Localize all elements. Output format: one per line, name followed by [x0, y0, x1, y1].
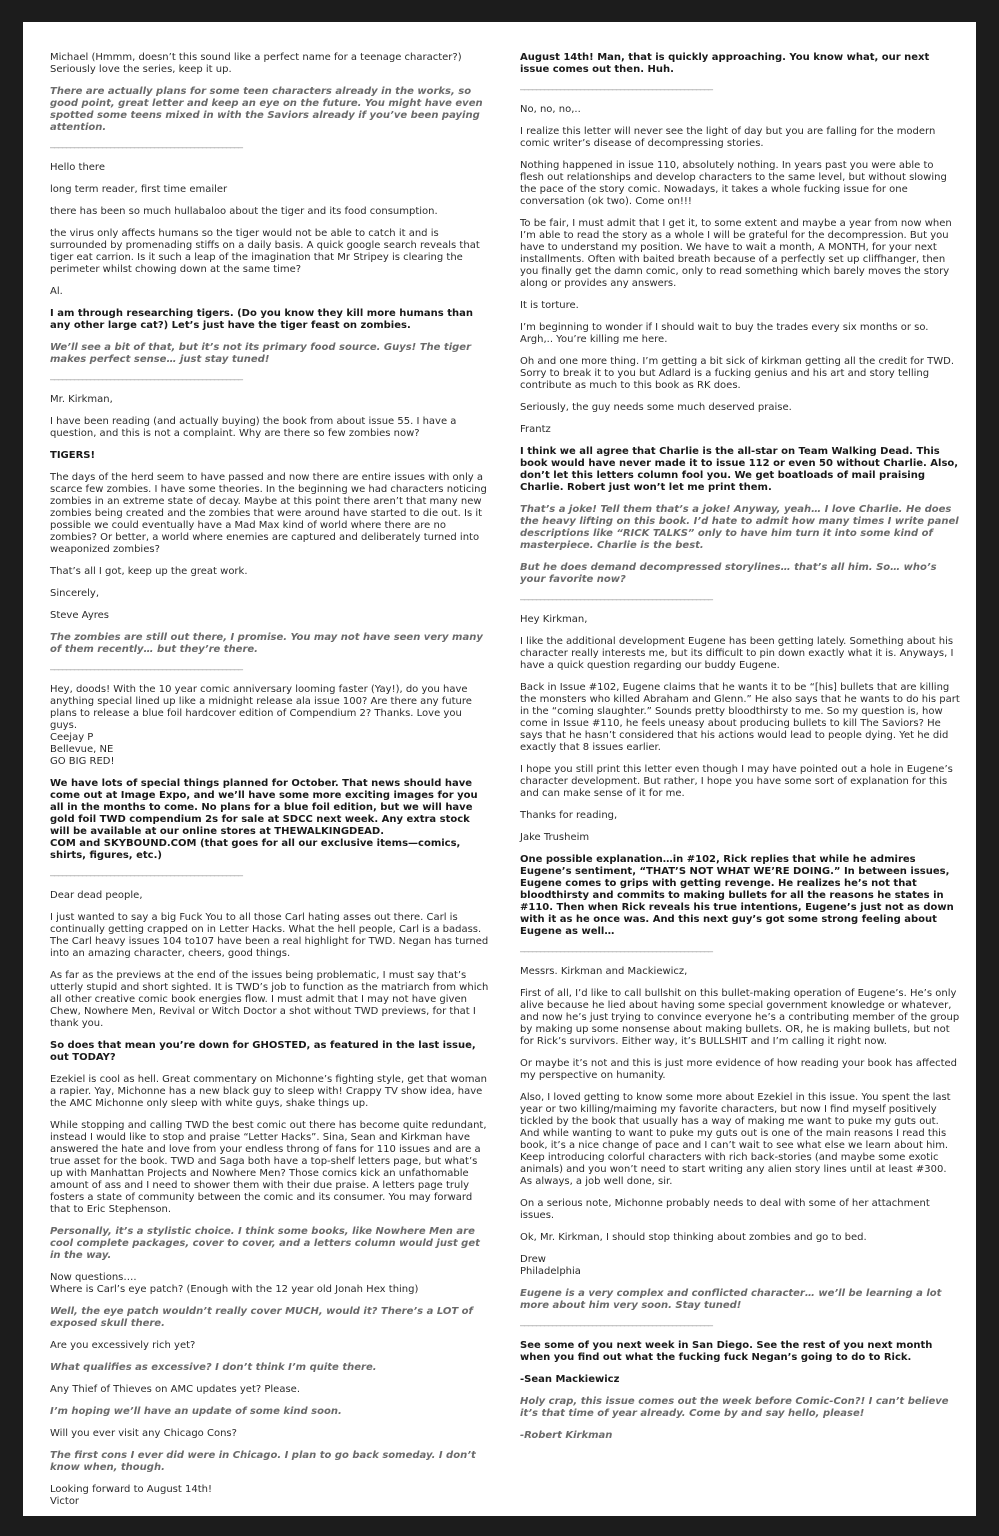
editor-reply-italic: Holy crap, this issue comes out the week before Comic-Con?! I can’t believe it’s that time of year already. Come by and say hello, please! [520, 1396, 949, 1419]
letter-paragraph: there has been so much hullabaloo about the tiger and its food consumption. [50, 206, 438, 217]
letter-paragraph: Mr. Kirkman, [50, 394, 113, 405]
editor-reply-italic: Well, the eye patch wouldn’t really cover MUCH, would it? There’s a LOT of exposed skull there. [50, 1306, 473, 1329]
letter-paragraph: First of all, I’d like to call bullshit on this bullet-making operation of Eugene’s. He’s only alive because he lied about having some special government knowledge or whatever, and now he’s just trying to convince everyone he’s a contributing member of the group by making up some nonsense about making bullets. OR, he is making bullets, but not for Rick’s survivors. Either way, it’s BULLSHIT and I’m calling it right now. [520, 988, 960, 1047]
editor-reply-bold: August 14th! Man, that is quickly approaching. You know what, our next issue comes out then. Huh. [520, 52, 930, 75]
editor-reply-italic: The zombies are still out there, I promise. You may not have seen very many of them recently… but they’re there. [50, 632, 483, 655]
letter-paragraph: Jake Trusheim [520, 832, 590, 843]
letter-paragraph: I hope you still print this letter even though I may have pointed out a hole in Eugene’s character development. But rather, I hope you have some sort of explanation for this and can make sense of it for me. [520, 764, 953, 799]
editor-reply-italic: The first cons I ever did were in Chicago. I plan to go back someday. I don’t know when, though. [50, 1450, 476, 1473]
letter-paragraph: I have been reading (and actually buying) the book from about issue 55. I have a question, and this is not a complaint. Why are there so few zombies now? [50, 416, 457, 439]
letter-paragraph: Drew Philadelphia [520, 1254, 581, 1277]
letter-paragraph: Hello there [50, 162, 105, 173]
letter-paragraph: The days of the herd seem to have passed and now there are entire issues with only a scarce few zombies. I have some theories. In the beginning we had characters noticing zombies in an extreme state of decay. Maybe at this point there aren’t that many new zombies being created and the zombies that were around have started to die out. Is it possible we could eventually have a Mad Max kind of world where there are no zombies? Or better, a world where enemies are captured and deliberately turned into weaponized zombies? [50, 472, 487, 555]
editor-reply-italic: But he does demand decompressed storylines… that’s all him. So… who’s your favorite now? [520, 562, 937, 585]
letter-paragraph: Seriously, the guy needs some much deserved praise. [520, 402, 792, 413]
divider-rule: ________________________________________________ [520, 942, 712, 953]
letter-paragraph: Nothing happened in issue 110, absolutely nothing. In years past you were able to flesh out relationships and develop characters to the same level, but without slowing the pace of the story comic. Nowadays, it takes a whole fucking issue for one conversation (ok two). Come on!!! [520, 160, 947, 207]
letter-paragraph: That’s all I got, keep up the great work. [50, 566, 248, 577]
letter-paragraph: Oh and one more thing. I’m getting a bit sick of kirkman getting all the credit for TWD. Sorry to break it to you but Adlard is a fucking genius and his art and story telling contribute as much to this book as RK does. [520, 356, 955, 391]
editor-reply-italic: There are actually plans for some teen characters already in the works, so good point, great letter and keep an eye on the future. You might have even spotted some teens mixed in with the Saviors already if you’ve been paying attention. [50, 86, 483, 133]
divider-rule: ________________________________________________ [50, 866, 242, 877]
letter-paragraph: I like the additional development Eugene has been getting lately. Something about his character really interests me, but its difficult to pin down exactly what it is. Anyways, I have a quick question regarding our buddy Eugene. [520, 636, 954, 671]
divider-rule: ________________________________________________ [50, 138, 242, 149]
letter-paragraph: Looking forward to August 14th! Victor [50, 1484, 212, 1507]
divider-rule: ________________________________________________ [520, 80, 712, 91]
letter-paragraph: the virus only affects humans so the tiger would not be able to catch it and is surrounded by promenading stiffs on a daily basis. A quick google search reveals that tiger eat carrion. Is it such a leap of the imagination that Mr Stripey is clearing the perimeter whilst chowing down at the same time? [50, 228, 480, 275]
editor-reply-bold: I think we all agree that Charlie is the all-star on Team Walking Dead. This book would have never made it to issue 112 or even 50 without Charlie. Also, don’t let this letters column fool you. We get boatloads of mail praising Charlie. Robert just won’t let me print them. [520, 446, 959, 493]
editor-reply-bold: So does that mean you’re down for GHOSTED, as featured in the last issue, out TODAY? [50, 1040, 476, 1063]
editor-reply-bold: One possible explanation…in #102, Rick replies that while he admires Eugene’s sentiment, “THAT’S NOT WHAT WE’RE DOING.” In between issues, Eugene comes to grips with getting revenge. He realizes he’s not that bloodthirsty and commits to making bullets for all the reasons he states in #110. Then when Rick reveals his true intentions, Eugene’s just not as down with it as he once was. And this next guy’s got some strong feeling about Eugene as well… [520, 854, 954, 937]
letter-paragraph: Are you excessively rich yet? [50, 1340, 196, 1351]
editor-reply-italic: We’ll see a bit of that, but it’s not its primary food source. Guys! The tiger makes perfect sense… just stay tuned! [50, 342, 472, 365]
letter-paragraph: Back in Issue #102, Eugene claims that he wants it to be “[his] bullets that are killing the monsters who killed Abraham and Glenn.” He also says that he wants to do his part in the “coming slaughter.” Sounds pretty bloodthirsty to me. So my question is, how come in Issue #110, he feels uneasy about producing bullets to kill The Saviors? He says that he hasn’t considered that his actions would lead to people dying. Yet he did exactly that 8 issues earlier. [520, 682, 960, 753]
letter-paragraph: I just wanted to say a big Fuck You to all those Carl hating asses out there. Carl is continually getting crapped on in Letter Hacks. What the hell people, Carl is a badass. The Carl heavy issues 104 to107 have been a real highlight for TWD. Negan has turned into an amazing character, cheers, good things. [50, 912, 489, 959]
editor-reply-bold: We have lots of special things planned for October. That news should have come out at Image Expo, and we’ll have some more exciting images for you all in the months to come. No plans for a blue foil edition, but we will have gold foil TWD compendium 2s for sale at SDCC next week. Any extra stock will be available at our online stores at THEWALKINGDEAD. COM and SKYBOUND.COM (that goes for all our exclusive items—comics, shirts, figures, etc.) [50, 778, 478, 861]
letter-paragraph: To be fair, I must admit that I get it, to some extent and maybe a year from now when I’m able to read the story as a whole I will be grateful for the decompression. But you have to understand my position. We have to wait a month, A MONTH, for your next installments. Often with baited breath because of a perfectly set up cliffhanger, then you finally get the damn comic, only to read something which barely moves the story along or provides any answers. [520, 218, 952, 289]
editor-reply-italic: Eugene is a very complex and conflicted character… we’ll be learning a lot more about him very soon. Stay tuned! [520, 1288, 942, 1311]
letter-paragraph: Sincerely, [50, 588, 100, 599]
divider-rule: ________________________________________________ [520, 1316, 712, 1327]
letter-paragraph: Ezekiel is cool as hell. Great commentary on Michonne’s fighting style, get that woman a rapier. Yay, Michonne has a new black guy to sleep with! Crappy TV show idea, have the AMC Michonne only sleep with white guys, shake things up. [50, 1074, 487, 1109]
letter-paragraph: Also, I loved getting to know some more about Ezekiel in this issue. You spent the last year or two killing/maiming my favorite characters, but now I find myself positively tickled by the book that usually has a way of making me want to puke my guts out. And while wanting to want to puke my guts out is one of the main reasons I read this book, it’s a nice change of pace and I can’t wait to see what else we learn about him. Keep introducing colorful characters with rich back-stories (and maybe some exotic animals) and you won’t need to start writing any alien story lines until at least #300. As always, a job well done, sir. [520, 1092, 951, 1187]
letter-paragraph: As far as the previews at the end of the issues being problematic, I must say that’s utterly stupid and short sighted. It is TWD’s job to function as the matriarch from which all other creative comic book energies flow. I must admit that I may not have given Chew, Nowhere Men, Revival or Witch Doctor a shot without TWD previews, for that I thank you. [50, 970, 489, 1029]
letter-paragraph: Frantz [520, 424, 551, 435]
editor-reply-italic: I’m hoping we’ll have an update of some kind soon. [50, 1406, 342, 1417]
divider-rule: ________________________________________________ [50, 660, 242, 671]
editor-reply-italic: That’s a joke! Tell them that’s a joke! Anyway, yeah… I love Charlie. He does the heavy lifting on this book. I’d hate to admit how many times I write panel descriptions like “RICK TALKS” only to have him turn it into some kind of masterpiece. Charlie is the best. [520, 504, 959, 551]
letter-paragraph: On a serious note, Michonne probably needs to deal with some of her attachment issues. [520, 1198, 930, 1221]
letter-paragraph: Or maybe it’s not and this is just more evidence of how reading your book has affected my perspective on humanity. [520, 1058, 958, 1081]
letter-paragraph: long term reader, first time emailer [50, 184, 228, 195]
letter-paragraph: Steve Ayres [50, 610, 110, 621]
letters-page [23, 22, 976, 1516]
editor-reply-bold: See some of you next week in San Diego. See the rest of you next month when you find out what the fucking fuck Negan’s going to do to Rick. [520, 1340, 933, 1363]
editor-reply-bold: I am through researching tigers. (Do you know they kill more humans than any other large cat?) Let’s just have the tiger feast on zombies. [50, 308, 473, 331]
letter-paragraph: No, no, no,.. [520, 104, 581, 115]
letter-paragraph: Al. [50, 286, 63, 297]
letter-paragraph: I realize this letter will never see the light of day but you are falling for the modern comic writer’s disease of decompressing stories. [520, 126, 936, 149]
letter-paragraph: Now questions…. Where is Carl’s eye patch? (Enough with the 12 year old Jonah Hex thing) [50, 1272, 419, 1295]
editor-reply-bold: TIGERS! [50, 450, 96, 461]
letter-paragraph: Dear dead people, [50, 890, 143, 901]
letter-paragraph: Thanks for reading, [520, 810, 618, 821]
editor-reply-italic: -Robert Kirkman [520, 1430, 613, 1441]
editor-reply-italic: What qualifies as excessive? I don’t think I’m quite there. [50, 1362, 377, 1373]
letter-paragraph: Hey, doods! With the 10 year comic anniversary looming faster (Yay!), do you have anything special lined up like a midnight release ala issue 100? Are there any future plans to release a blue foil hardcover edition of Compendium 2? Thanks. Love you guys. Ceejay P Bellevue, NE GO BIG RED! [50, 684, 472, 767]
letter-paragraph: It is torture. [520, 300, 579, 311]
left-column [50, 52, 490, 1516]
divider-rule: ________________________________________________ [50, 370, 242, 381]
letter-paragraph: Will you ever visit any Chicago Cons? [50, 1428, 237, 1439]
editor-reply-italic: Personally, it’s a stylistic choice. I think some books, like Nowhere Men are cool complete packages, cover to cover, and a letters column would just get in the way. [50, 1226, 480, 1261]
divider-rule: ________________________________________________ [520, 590, 712, 601]
letter-paragraph: Hey Kirkman, [520, 614, 588, 625]
letter-paragraph: Michael (Hmmm, doesn’t this sound like a perfect name for a teenage character?) Seriously love the series, keep it up. [50, 52, 462, 75]
letter-paragraph: Messrs. Kirkman and Mackiewicz, [520, 966, 688, 977]
right-column [520, 52, 960, 1452]
letter-paragraph: While stopping and calling TWD the best comic out there has become quite redundant, instead I would like to stop and praise “Letter Hacks”. Sina, Sean and Kirkman have answered the hate and love from your endless throng of fans for 110 issues and are a true asset for the book. TWD and Saga both have a top-shelf letters page, but what’s up with Manhattan Projects and Nowhere Men? Those comics kick an unfathomable amount of ass and I need to shower them with their due praise. A letters page truly fosters a state of community between the comic and its consumer. You may forward that to Eric Stephenson. [50, 1120, 487, 1215]
letter-paragraph: Ok, Mr. Kirkman, I should stop thinking about zombies and go to bed. [520, 1232, 867, 1243]
editor-reply-bold: -Sean Mackiewicz [520, 1374, 620, 1385]
letter-paragraph: Any Thief of Thieves on AMC updates yet? Please. [50, 1384, 300, 1395]
letter-paragraph: I’m beginning to wonder if I should wait to buy the trades every six months or so. Argh,.. You’re killing me here. [520, 322, 929, 345]
